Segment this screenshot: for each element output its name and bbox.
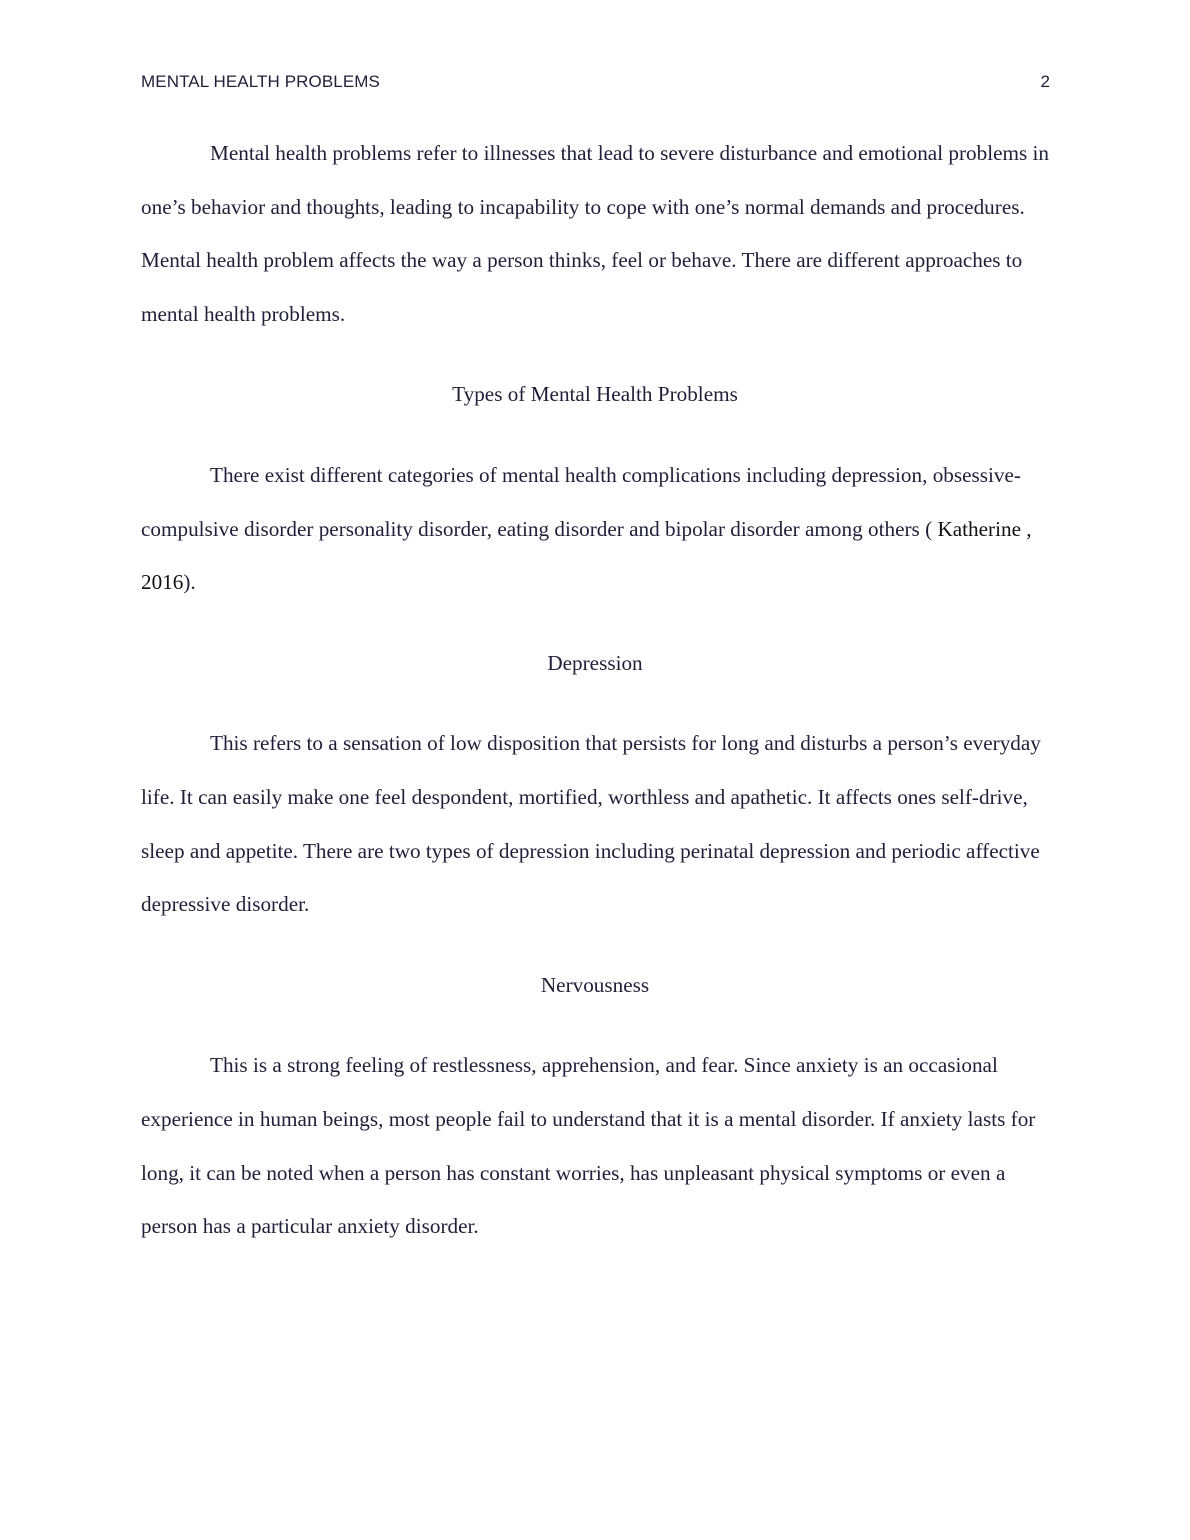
types-paragraph-end: ).: [183, 570, 196, 595]
depression-paragraph: This refers to a sensation of low disposition that persists for long and disturbs a person’s everyday life. It can easily make one feel despondent, mortified, worthless and apathetic. It affects ones self-drive, sleep and appetite. There are two types of depression including perinatal depression and periodic affective depressive disorder.: [141, 731, 1041, 917]
depression-heading: Depression: [547, 650, 643, 675]
nervousness-heading: Nervousness: [540, 972, 650, 997]
nervousness-paragraph: This is a strong feeling of restlessness, apprehension, and fear. Since anxiety is an occasional experience in human beings, most people fail to understand that it is a mental disorder. If anxiety lasts for long, it can be noted when a person has constant worries, has unpleasant physical symptoms or even a person has a particular anxiety disorder.: [141, 1053, 1036, 1239]
intro-paragraph: Mental health problems refer to illnesses that lead to severe disturbance and emotional problems in one’s behavior and thoughts, leading to incapability to cope with one’s normal demands and procedures. Mental health problem affects the way a person thinks, feel or behave. There are different approaches to mental health problems.: [141, 141, 1050, 326]
types-paragraph: [141, 449, 1049, 610]
document-body: [141, 127, 1049, 1254]
page-number: 2: [1040, 72, 1050, 91]
citation: Katherine , 2016: [141, 516, 1032, 595]
running-head: MENTAL HEALTH PROBLEMS: [141, 72, 380, 91]
types-heading: Types of Mental Health Problems: [452, 382, 738, 407]
types-paragraph-text: There exist different categories of mental health complications including depression, obsessive-compulsive disorder personality disorder, eating disorder and bipolar disorder among others (: [141, 462, 1021, 541]
